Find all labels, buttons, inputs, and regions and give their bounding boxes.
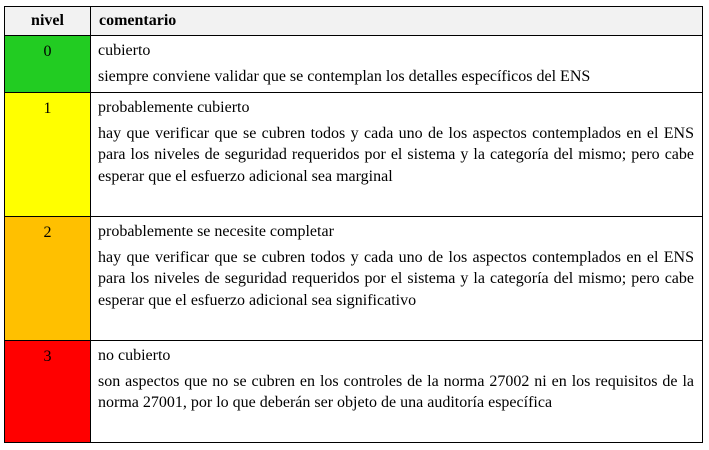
comment-cell: [91, 217, 703, 341]
comment-title: no cubierto: [98, 347, 171, 364]
level-cell: 0: [5, 36, 91, 93]
table-row: [5, 217, 703, 341]
table-row: [5, 93, 703, 217]
comment-cell: [91, 341, 703, 443]
level-cell: 1: [5, 93, 91, 217]
level-cell: 3: [5, 341, 91, 443]
comment-cell: [91, 93, 703, 217]
column-header-comment: comentario: [91, 7, 703, 36]
level-cell: 2: [5, 217, 91, 341]
comment-description: siempre conviene validar que se contemplan los detalles específicos del ENS: [98, 67, 591, 85]
comment-description: hay que verificar que se cubren todos y cada uno de los aspectos contemplados en el ENS para los niveles de seguridad requeridos por el sistema y la categoría del mismo; pero cabe esperar que el esfuerzo adicional sea significativo: [98, 248, 694, 309]
table-row: [5, 341, 703, 443]
table-row: [5, 36, 703, 93]
column-header-level: nivel: [5, 7, 91, 36]
comment-description: hay que verificar que se cubren todos y cada uno de los aspectos contemplados en el ENS para los niveles de seguridad requeridos por el sistema y la categoría del mismo; pero cabe esperar que el esfuerzo adicional sea marginal: [98, 124, 694, 185]
comment-title: probablemente se necesite completar: [98, 223, 334, 240]
comment-title: cubierto: [98, 42, 151, 59]
comment-title: probablemente cubierto: [98, 99, 250, 116]
table-header-row: [5, 7, 703, 36]
coverage-level-table: [4, 6, 703, 443]
comment-cell: [91, 36, 703, 93]
comment-description: son aspectos que no se cubren en los controles de la norma 27002 ni en los requisitos de la norma 27001, por lo que deberán ser objeto de una auditoría específica: [98, 372, 694, 411]
